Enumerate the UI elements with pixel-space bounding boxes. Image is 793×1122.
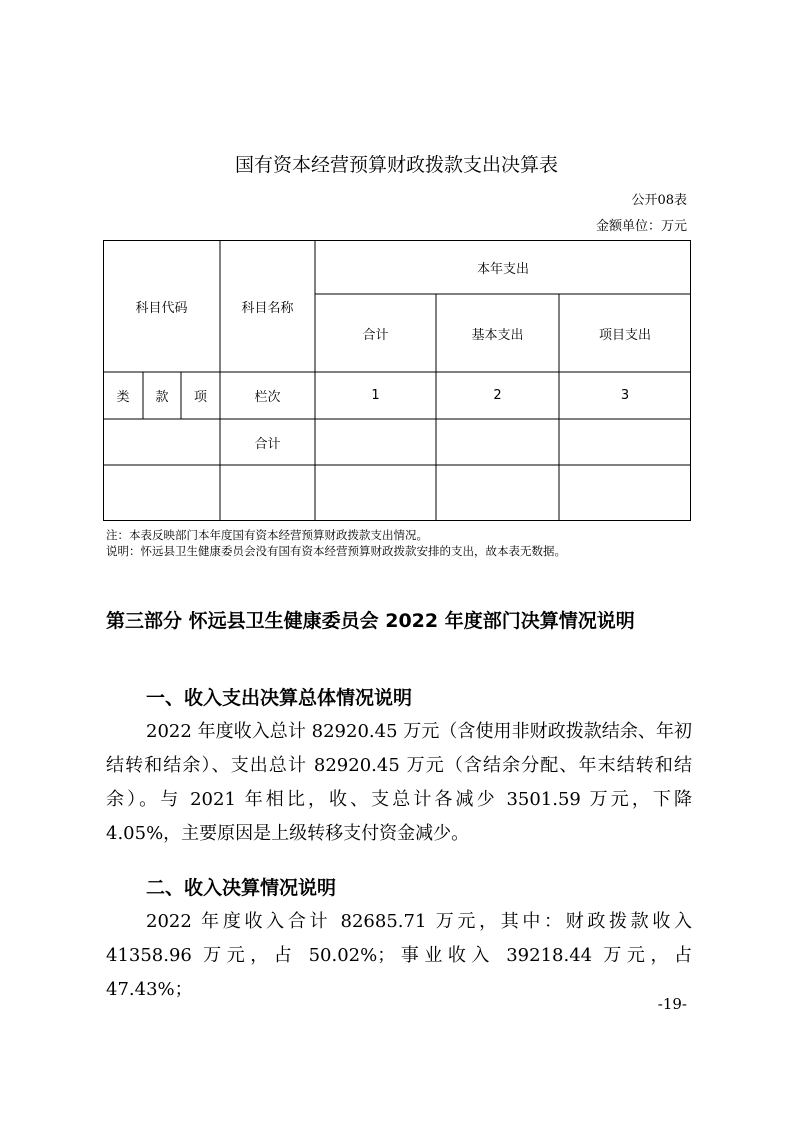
row-total-label: 合计 [254, 436, 281, 452]
paragraph-1: 2022 年度收入总计 82920.45 万元（含使用非财政拨款结余、年初结转和结余）、支出总计 82920.45 万元（含结余分配、年末结转和结余）。与 2021 年相比，收、支总计各减少 3501.59 万元，下降 4.05%，主要原因是上级转移支付资金减少。 [106, 721, 692, 844]
column-number-2: 2 [493, 388, 502, 403]
row-column-number-label: 栏次 [254, 390, 281, 405]
budget-table [103, 240, 691, 521]
header-subject-name: 科目名称 [241, 300, 294, 316]
sub-header-kuan: 款 [155, 390, 169, 405]
sub-header-xiang: 项 [193, 390, 207, 405]
header-this-year-expense: 本年支出 [476, 261, 529, 277]
header-total: 合计 [362, 327, 389, 343]
subsection-heading-1: 一、收入支出决算总体情况说明 [146, 687, 413, 709]
table-note: 注：本表反映部门本年度国有资本经营预算财政拨款支出情况。 [106, 528, 428, 542]
subsection-heading-2: 二、收入决算情况说明 [146, 877, 337, 899]
sub-header-lei: 类 [116, 390, 130, 405]
header-project-expense: 项目支出 [598, 327, 651, 343]
column-number-3: 3 [620, 388, 630, 403]
header-subject-code: 科目代码 [135, 300, 188, 316]
column-number-1: 1 [371, 388, 380, 403]
page-number: -19- [657, 995, 687, 1013]
page-title: 国有资本经营预算财政拨款支出决算表 [234, 154, 558, 176]
paragraph-2: 2022 年度收入合计 82685.71 万元，其中：财政拨款收入 41358.96 万元，占 50.02%；事业收入 39218.44 万元，占 47.43%； [106, 911, 692, 1000]
amount-unit: 金额单位：万元 [595, 219, 687, 234]
section-heading: 第三部分 怀远县卫生健康委员会 2022 年度部门决算情况说明 [106, 610, 635, 632]
form-number: 公开08表 [631, 193, 687, 208]
header-basic-expense: 基本支出 [471, 327, 524, 343]
table-explanation: 说明：怀远县卫生健康委员会没有国有资本经营预算财政拨款安排的支出，故本表无数据。 [106, 544, 566, 558]
